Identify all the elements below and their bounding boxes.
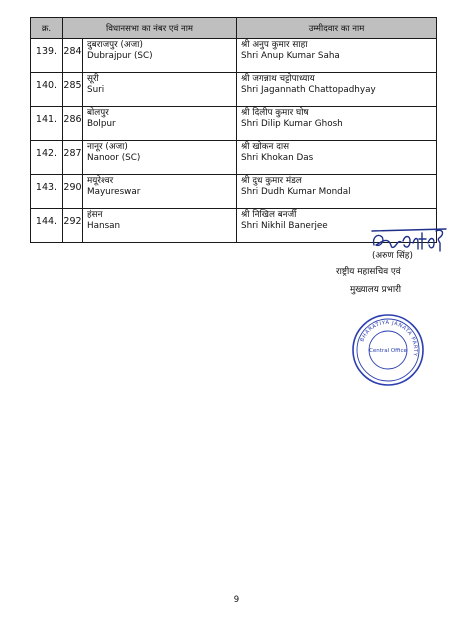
serial-number: 139. — [31, 39, 63, 73]
constituency-number: 290 — [63, 175, 83, 209]
candidate-name-cell — [237, 39, 437, 73]
constituency-name-hindi: दुबराजपुर (अजा) — [87, 40, 143, 50]
stamp-org-text: BHARATIYA JANATA PARTY — [359, 319, 419, 357]
party-stamp — [350, 312, 426, 388]
signatory-office: मुख्यालय प्रभारी — [350, 285, 401, 295]
constituency-name-english: Suri — [87, 85, 105, 95]
constituency-name-cell — [83, 39, 237, 73]
constituency-name-hindi: नानूर (अजा) — [87, 142, 128, 152]
serial-number: 141. — [31, 107, 63, 141]
constituency-number: 285 — [63, 73, 83, 107]
candidate-name-hindi: श्री निखिल बनर्जी — [241, 210, 297, 220]
page-number: 9 — [233, 595, 240, 605]
constituency-name-english: Nanoor (SC) — [87, 153, 141, 163]
constituency-number: 287 — [63, 141, 83, 175]
candidate-name-cell — [237, 73, 437, 107]
candidate-name-cell — [237, 107, 437, 141]
constituency-name-cell — [83, 209, 237, 243]
table-row — [31, 175, 437, 209]
candidate-name-english: Shri Khokan Das — [241, 153, 314, 163]
constituency-name-english: Dubrajpur (SC) — [87, 51, 153, 61]
constituency-name-cell — [83, 73, 237, 107]
constituency-number: 284 — [63, 39, 83, 73]
candidate-name-hindi: श्री जगन्नाथ चट्टोपाध्याय — [241, 74, 315, 84]
stamp-center-text: Central Office — [369, 348, 407, 354]
candidate-name-hindi: श्री दुध कुमार मंडल — [241, 176, 302, 186]
serial-number: 140. — [31, 73, 63, 107]
table-row — [31, 39, 437, 73]
candidate-name-hindi: श्री अनुप कुमार साहा — [241, 40, 308, 50]
constituency-name-english: Hansan — [87, 221, 121, 231]
candidate-table — [30, 17, 437, 243]
table-header-row — [31, 18, 437, 39]
constituency-number: 286 — [63, 107, 83, 141]
candidate-name-english: Shri Anup Kumar Saha — [241, 51, 340, 61]
constituency-name-english: Bolpur — [87, 119, 116, 129]
header-serial: क्र. — [31, 18, 63, 39]
constituency-name-hindi: हंसन — [87, 210, 103, 220]
table-row — [31, 73, 437, 107]
constituency-number: 292 — [63, 209, 83, 243]
constituency-name-cell — [83, 141, 237, 175]
candidate-name-hindi: श्री खोकन दास — [241, 142, 290, 152]
signatory-title: राष्ट्रीय महासचिव एवं — [336, 267, 401, 277]
candidate-name-cell — [237, 175, 437, 209]
header-candidate: उम्मीदवार का नाम — [237, 18, 437, 39]
candidate-name-hindi: श्री दिलीप कुमार घोष — [241, 108, 309, 118]
signatory-name: (अरुण सिंह) — [372, 251, 413, 261]
constituency-name-hindi: सूरी — [87, 74, 99, 84]
constituency-name-hindi: बोलपुर — [87, 108, 109, 118]
candidate-name-english: Shri Nikhil Banerjee — [241, 221, 328, 231]
table-row — [31, 141, 437, 175]
constituency-name-cell — [83, 107, 237, 141]
constituency-name-english: Mayureswar — [87, 187, 141, 197]
serial-number: 143. — [31, 175, 63, 209]
constituency-name-hindi: मयूरेश्वर — [87, 176, 114, 186]
candidate-name-cell — [237, 141, 437, 175]
serial-number: 142. — [31, 141, 63, 175]
header-constituency: विधानसभा का नंबर एवं नाम — [63, 18, 237, 39]
candidate-name-english: Shri Dilip Kumar Ghosh — [241, 119, 343, 129]
constituency-name-cell — [83, 175, 237, 209]
candidate-name-english: Shri Jagannath Chattopadhyay — [241, 85, 376, 95]
candidate-name-english: Shri Dudh Kumar Mondal — [241, 187, 351, 197]
serial-number: 144. — [31, 209, 63, 243]
table-row — [31, 107, 437, 141]
